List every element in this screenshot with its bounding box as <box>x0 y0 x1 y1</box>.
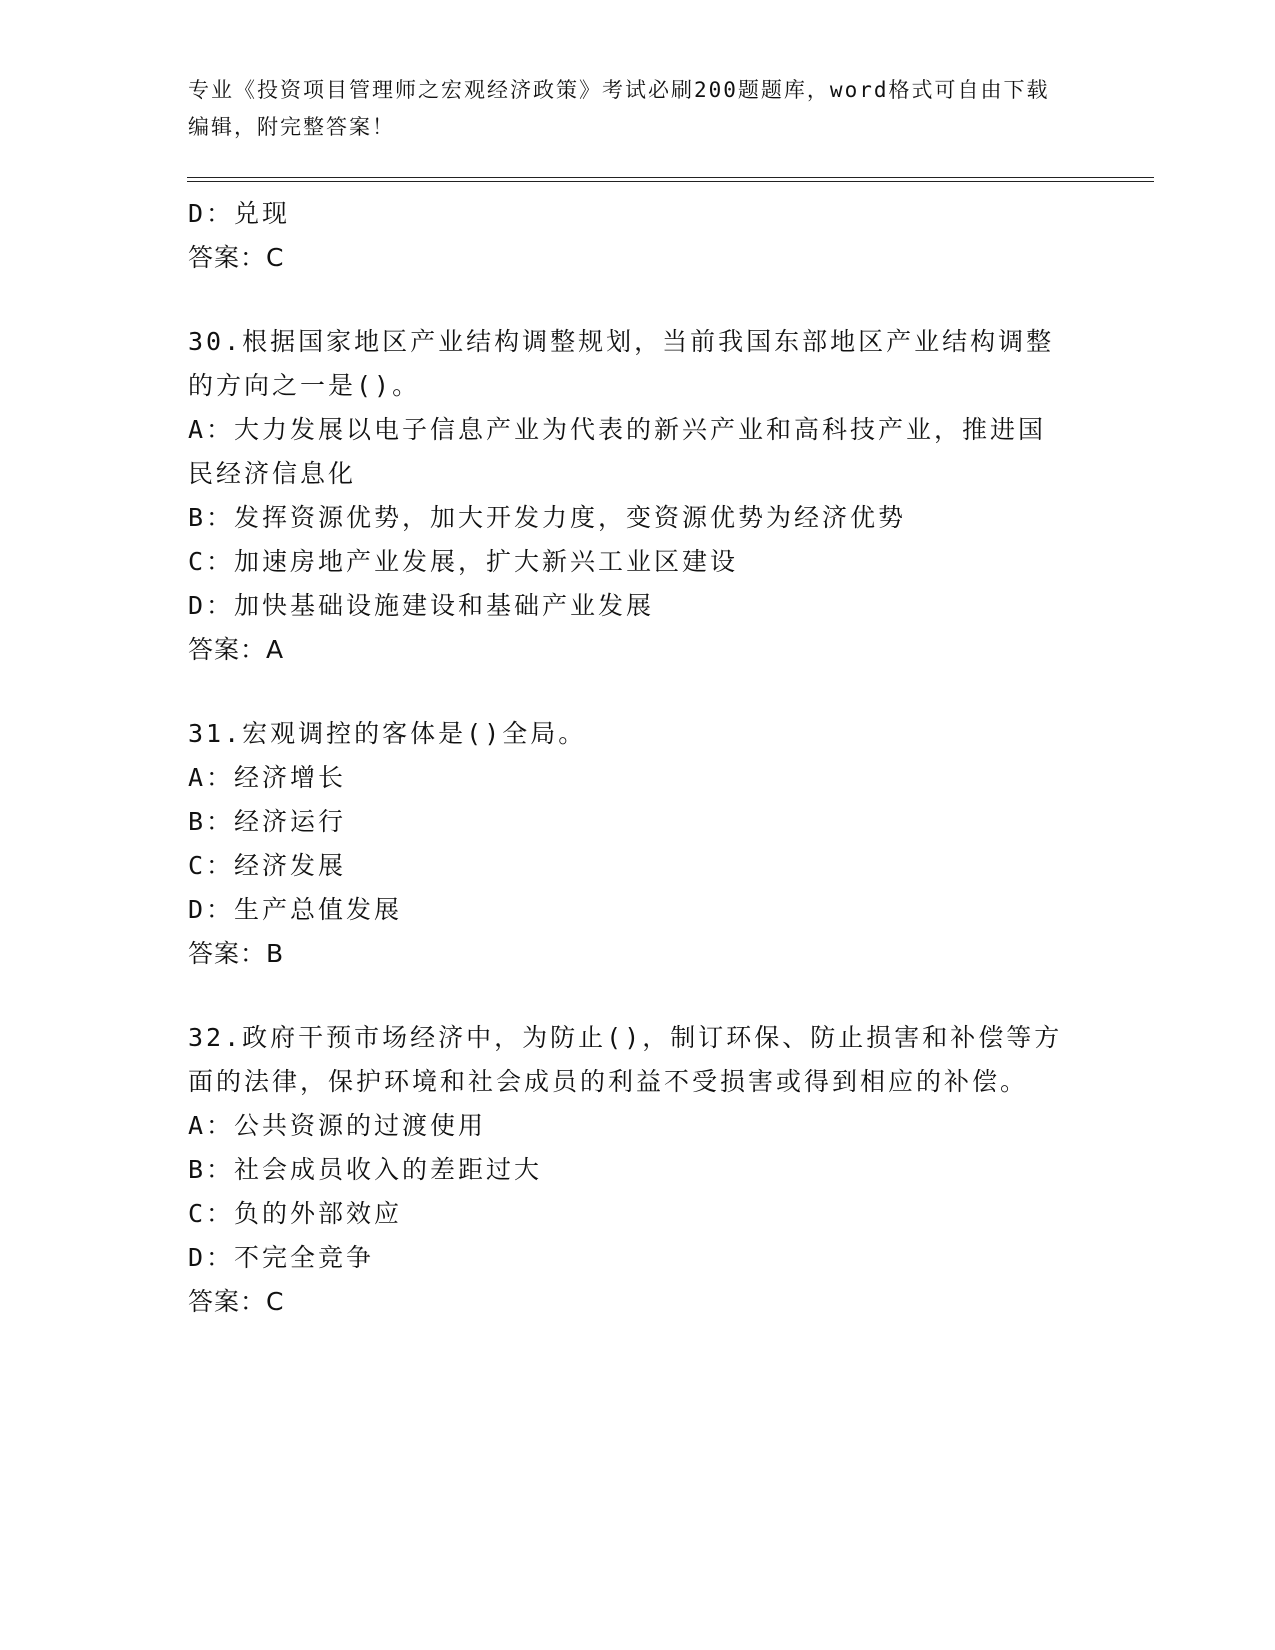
option-c: C：负的外部效应 <box>188 1199 403 1228</box>
question-32 <box>188 1016 1068 1324</box>
option-d-previous: D：兑现 <box>188 199 291 228</box>
page-header: 专业《投资项目管理师之宏观经济政策》考试必刷200题题库，word格式可自由下载编辑，附完整答案！ <box>188 78 1050 139</box>
answer: 答案：B <box>188 939 285 968</box>
option-b: B：社会成员收入的差距过大 <box>188 1155 543 1184</box>
question-30 <box>188 320 1068 672</box>
question-stem: 30.根据国家地区产业结构调整规划，当前我国东部地区产业结构调整的方向之一是()。 <box>188 327 1055 400</box>
question-stem: 31.宏观调控的客体是()全局。 <box>188 719 587 748</box>
header-double-rule <box>187 177 1154 182</box>
option-a: A：公共资源的过渡使用 <box>188 1111 487 1140</box>
option-b: B：经济运行 <box>188 807 347 836</box>
answer: 答案：C <box>188 1287 285 1316</box>
option-c: C：经济发展 <box>188 851 347 880</box>
question-stem: 32.政府干预市场经济中，为防止()，制订环保、防止损害和补偿等方面的法律，保护环境和社会成员的利益不受损害或得到相应的补偿。 <box>188 1023 1063 1096</box>
option-d: D：生产总值发展 <box>188 895 403 924</box>
option-a: A：经济增长 <box>188 763 347 792</box>
option-d: D：加快基础设施建设和基础产业发展 <box>188 591 655 620</box>
question-31 <box>188 712 1068 976</box>
option-d: D：不完全竞争 <box>188 1243 375 1272</box>
answer: 答案：A <box>188 635 285 664</box>
document-body <box>188 192 1068 1324</box>
option-a: A：大力发展以电子信息产业为代表的新兴产业和高科技产业，推进国民经济信息化 <box>188 415 1047 488</box>
option-c: C：加速房地产业发展，扩大新兴工业区建设 <box>188 547 739 576</box>
answer-previous: 答案：C <box>188 243 285 272</box>
option-b: B：发挥资源优势，加大开发力度，变资源优势为经济优势 <box>188 503 907 532</box>
